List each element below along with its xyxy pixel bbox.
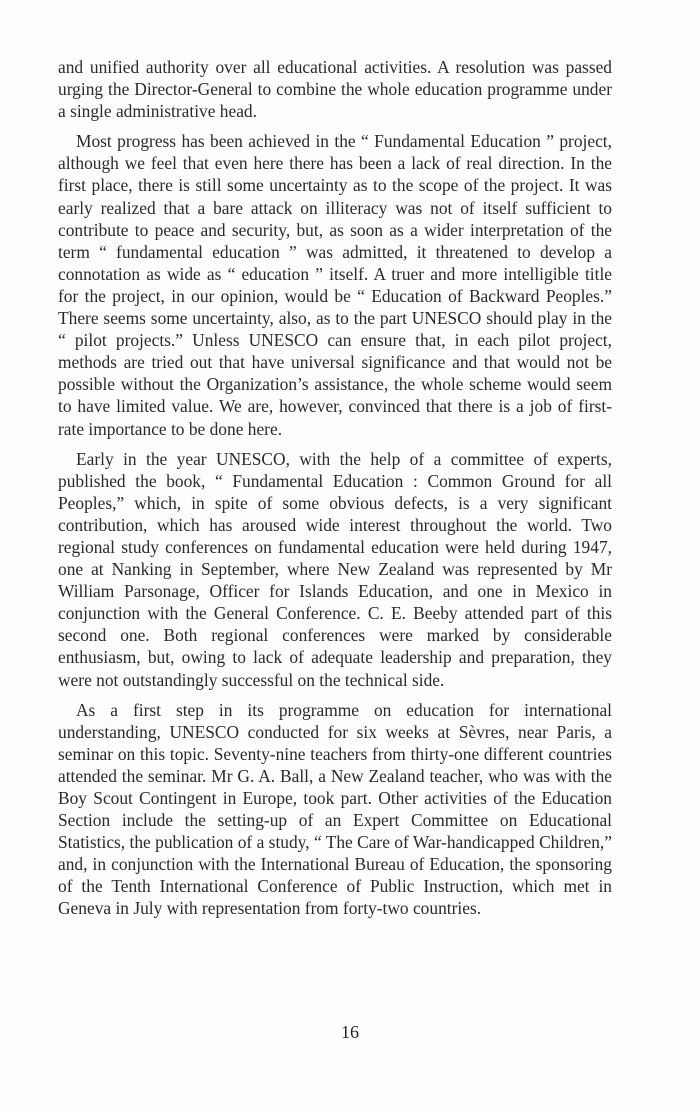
paragraph-continuation: and unified authority over all educational activities. A resolution was passed urging the Director-General to combine the whole education programme under a single administrative head. (58, 57, 612, 122)
paragraph-book-and-conferences: Early in the year UNESCO, with the help of a committee of experts, published the book, “ Fundamental Education : Common Ground for all Peoples,” which, in spite of some obvious defects, is a very significant contribution, which has aroused wide interest throughout the world. Two regional study conferences on fundamental education were held during 1947, one at Nanking in September, where New Zealand was represented by Mr William Parsonage, Officer for Islands Education, and one in Mexico in conjunction with the General Conference. C. E. Beeby attended part of this second one. Both regional conferences were marked by considerable enthusiasm, but, owing to lack of adequate leadership and preparation, they were not outstandingly successful on the technical side. (58, 448, 612, 690)
body-text (58, 56, 612, 920)
paragraph-international-understanding: As a first step in its programme on education for international understanding, UNESCO conducted for six weeks at Sèvres, near Paris, a seminar on this topic. Seventy-nine teachers from thirty-one different countries attended the seminar. Mr G. A. Ball, a New Zealand teacher, who was with the Boy Scout Contingent in Europe, took part. Other activities of the Education Section include the setting-up of an Expert Committee on Educational Statistics, the publication of a study, “ The Care of War-handicapped Children,” and, in conjunction with the International Bureau of Education, the sponsoring of the Tenth International Conference of Public Instruction, which met in Geneva in July with representation from forty-two countries. (58, 699, 612, 919)
page-number: 16 (341, 1022, 359, 1042)
paragraph-fundamental-education: Most progress has been achieved in the “ Fundamental Education ” project, although we feel that even here there has been a lack of real direction. In the first place, there is still some uncertainty as to the scope of the project. It was early realized that a bare attack on illiteracy was not of itself sufficient to contribute to peace and security, but, as soon as a wider interpretation of the term “ fundamental education ” was admitted, it threatened to develop a connotation as wide as “ education ” itself. A truer and more intelligible title for the project, in our opinion, would be “ Education of Backward Peoples.” There seems some uncertainty, also, as to the part UNESCO should play in the “ pilot projects.” Unless UNESCO can ensure that, in each pilot project, methods are tried out that have universal significance and that would not be possible without the Organization’s assistance, the whole scheme would seem to have limited value. We are, however, convinced that there is a job of first-rate importance to be done here. (58, 131, 612, 439)
